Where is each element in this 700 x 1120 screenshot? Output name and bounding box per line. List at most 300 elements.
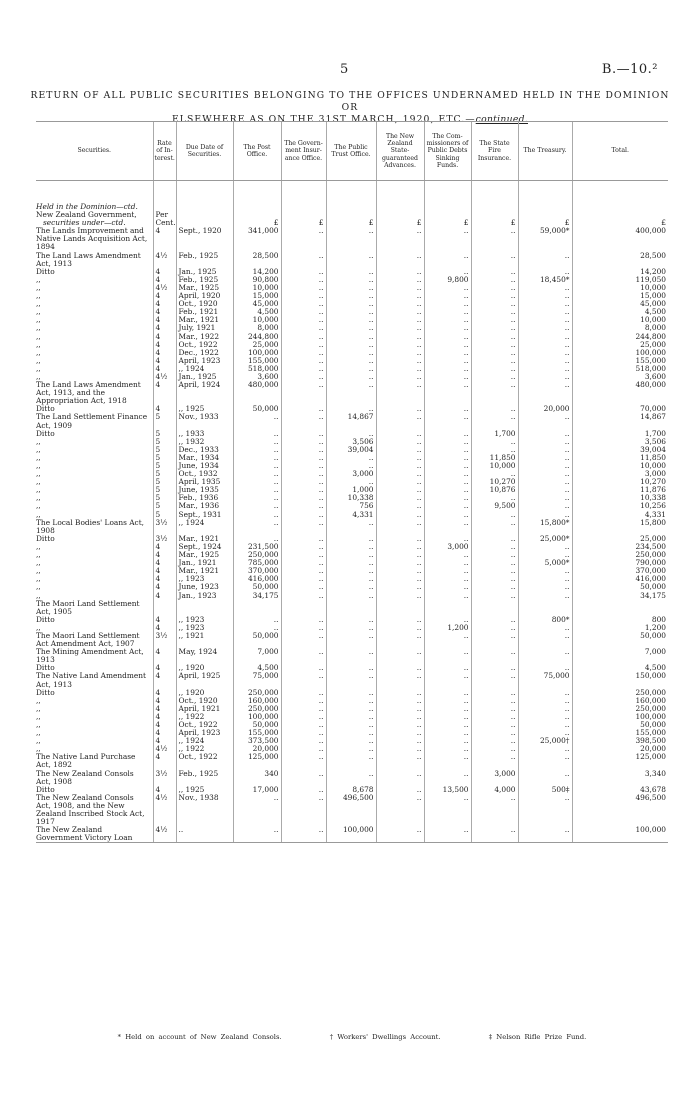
cell-rate: 5	[153, 446, 176, 454]
cell-post-office: 160,000	[233, 697, 281, 705]
cell-state-fire: ..	[471, 470, 518, 478]
cell-treasury: ..	[518, 478, 572, 486]
security-name: ,,	[36, 486, 41, 495]
cell-state-advances: ..	[376, 381, 424, 405]
cell-sinking-funds: ..	[424, 494, 471, 502]
cell-rate: 4	[153, 786, 176, 794]
cell-government-insurance: ..	[281, 341, 326, 349]
security-name: securities under—ctd.	[43, 219, 126, 228]
cell-rate: 5	[153, 438, 176, 446]
cell-rate: 5	[153, 430, 176, 438]
table-row	[36, 486, 668, 494]
cell-state-fire: ..	[471, 632, 518, 648]
cell-securities	[36, 697, 153, 705]
cell-sinking-funds	[424, 203, 471, 211]
cell-post-office: ..	[233, 794, 281, 826]
cell-securities	[36, 519, 153, 535]
security-name: ,,	[36, 542, 41, 551]
cell-sinking-funds: ..	[424, 689, 471, 697]
cell-post-office: 340	[233, 770, 281, 786]
cell-rate: 5	[153, 478, 176, 486]
cell-rate: 4½	[153, 794, 176, 826]
cell-government-insurance: ..	[281, 227, 326, 251]
cell-post-office: 10,000	[233, 316, 281, 324]
cell-sinking-funds: ..	[424, 794, 471, 826]
cell-treasury: ..	[518, 721, 572, 729]
security-name: Ditto	[36, 267, 55, 276]
cell-rate: 4	[153, 648, 176, 664]
cell-sinking-funds: ..	[424, 745, 471, 753]
cell-due-date: ,, 1923	[176, 575, 233, 583]
cell-total: 155,000	[572, 729, 668, 737]
cell-due-date: April, 1925	[176, 672, 233, 688]
security-name: ,,	[36, 292, 41, 301]
cell-securities	[36, 672, 153, 688]
cell-state-advances: ..	[376, 494, 424, 502]
cell-public-trust: ..	[326, 333, 376, 341]
cell-sinking-funds: ..	[424, 413, 471, 429]
cell-total: 3,340	[572, 770, 668, 786]
cell-public-trust: ..	[326, 551, 376, 559]
cell-state-fire: ..	[471, 268, 518, 276]
cell-treasury: ..	[518, 624, 572, 632]
cell-securities	[36, 543, 153, 551]
cell-state-advances: ..	[376, 770, 424, 786]
cell-post-office: ..	[233, 446, 281, 454]
cell-public-trust: ..	[326, 648, 376, 664]
cell-sinking-funds: ..	[424, 697, 471, 705]
table-row	[36, 211, 668, 219]
table-row	[36, 535, 668, 543]
cell-due-date: April, 1921	[176, 705, 233, 713]
cell-sinking-funds: ..	[424, 575, 471, 583]
cell-public-trust: ..	[326, 357, 376, 365]
cell-post-office: 155,000	[233, 729, 281, 737]
cell-total: 125,000	[572, 753, 668, 769]
cell-treasury: 500‡	[518, 786, 572, 794]
cell-government-insurance: £	[281, 219, 326, 227]
cell-state-advances: ..	[376, 486, 424, 494]
cell-due-date: June, 1923	[176, 583, 233, 591]
cell-rate: 4	[153, 381, 176, 405]
cell-rate: 4	[153, 308, 176, 316]
cell-treasury: ..	[518, 592, 572, 600]
table-row	[36, 470, 668, 478]
cell-state-advances	[376, 600, 424, 616]
cell-due-date: Dec., 1922	[176, 349, 233, 357]
cell-securities	[36, 794, 153, 826]
cell-sinking-funds: ..	[424, 454, 471, 462]
cell-securities	[36, 826, 153, 843]
cell-government-insurance: ..	[281, 300, 326, 308]
cell-securities	[36, 600, 153, 616]
cell-total: 20,000	[572, 745, 668, 753]
cell-total: 25,000	[572, 535, 668, 543]
cell-rate: 5	[153, 413, 176, 429]
cell-state-fire: ..	[471, 737, 518, 745]
cell-state-fire: 10,000	[471, 462, 518, 470]
cell-state-advances: ..	[376, 826, 424, 843]
cell-state-fire: £	[471, 219, 518, 227]
cell-due-date	[176, 203, 233, 211]
cell-state-advances: ..	[376, 365, 424, 373]
cell-treasury: ..	[518, 794, 572, 826]
cell-post-office: ..	[233, 519, 281, 535]
cell-post-office: ..	[233, 535, 281, 543]
cell-total: 14,200	[572, 268, 668, 276]
cell-state-fire: ..	[471, 292, 518, 300]
cell-due-date: Mar., 1925	[176, 284, 233, 292]
cell-state-fire: ..	[471, 575, 518, 583]
cell-post-office: 416,000	[233, 575, 281, 583]
title-line-1: RETURN OF ALL PUBLIC SECURITIES BELONGING TO THE OFFICES UNDERNAMED HELD IN THE DOMINION OR	[30, 90, 670, 113]
cell-public-trust: ..	[326, 567, 376, 575]
cell-securities	[36, 268, 153, 276]
cell-post-office: 8,000	[233, 324, 281, 332]
security-name: The New Zealand Consols Act, 1908	[36, 769, 134, 786]
cell-treasury: 5,000*	[518, 559, 572, 567]
table-row	[36, 616, 668, 624]
cell-public-trust: ..	[326, 689, 376, 697]
security-name: ,,	[36, 308, 41, 317]
cell-rate: 4	[153, 227, 176, 251]
cell-government-insurance: ..	[281, 511, 326, 519]
cell-state-fire: 11,850	[471, 454, 518, 462]
cell-total: 50,000	[572, 632, 668, 648]
cell-securities	[36, 381, 153, 405]
footnote-workers-dwellings: † Workers' Dwellings Account.	[329, 1033, 441, 1041]
cell-public-trust: ..	[326, 721, 376, 729]
cell-total: 250,000	[572, 689, 668, 697]
cell-post-office: 370,000	[233, 567, 281, 575]
cell-sinking-funds: ..	[424, 705, 471, 713]
cell-state-fire: ..	[471, 252, 518, 268]
cell-public-trust: ..	[326, 405, 376, 413]
cell-rate: 5	[153, 494, 176, 502]
cell-state-fire: 9,500	[471, 502, 518, 510]
cell-rate: 4	[153, 672, 176, 688]
cell-rate: 4	[153, 365, 176, 373]
cell-treasury: ..	[518, 745, 572, 753]
cell-state-advances: ..	[376, 753, 424, 769]
cell-government-insurance: ..	[281, 826, 326, 843]
table-row	[36, 753, 668, 769]
cell-total: 370,000	[572, 567, 668, 575]
cell-government-insurance: ..	[281, 697, 326, 705]
cell-state-fire: ..	[471, 341, 518, 349]
cell-government-insurance	[281, 211, 326, 219]
table-row	[36, 219, 668, 227]
cell-due-date: Jan., 1925	[176, 373, 233, 381]
cell-due-date: Feb., 1925	[176, 276, 233, 284]
page-number: 5	[340, 62, 349, 77]
table-row	[36, 333, 668, 341]
cell-public-trust: £	[326, 219, 376, 227]
cell-post-office: 373,500	[233, 737, 281, 745]
cell-treasury: 20,000	[518, 405, 572, 413]
cell-securities	[36, 632, 153, 648]
cell-public-trust: ..	[326, 632, 376, 648]
cell-state-advances: ..	[376, 252, 424, 268]
cell-securities	[36, 664, 153, 672]
cell-total: 45,000	[572, 300, 668, 308]
table-row	[36, 276, 668, 284]
cell-securities	[36, 462, 153, 470]
cell-public-trust: ..	[326, 349, 376, 357]
cell-due-date: Mar., 1925	[176, 551, 233, 559]
cell-state-advances: ..	[376, 333, 424, 341]
table-row	[36, 567, 668, 575]
cell-rate: 4½	[153, 826, 176, 843]
security-name: ,,	[36, 704, 41, 713]
cell-due-date: Oct., 1922	[176, 721, 233, 729]
cell-due-date: June, 1934	[176, 462, 233, 470]
cell-state-fire: ..	[471, 227, 518, 251]
cell-state-advances: ..	[376, 737, 424, 745]
table-row	[36, 268, 668, 276]
cell-government-insurance: ..	[281, 430, 326, 438]
cell-state-fire: ..	[471, 300, 518, 308]
cell-public-trust: ..	[326, 729, 376, 737]
cell-state-fire: ..	[471, 316, 518, 324]
cell-sinking-funds: ..	[424, 470, 471, 478]
cell-due-date: Nov., 1933	[176, 413, 233, 429]
cell-rate	[153, 600, 176, 616]
cell-rate: 4	[153, 575, 176, 583]
cell-public-trust: 8,678	[326, 786, 376, 794]
cell-state-fire: ..	[471, 308, 518, 316]
cell-state-fire	[471, 600, 518, 616]
cell-securities	[36, 705, 153, 713]
col-post-office: The Post Office.	[233, 122, 281, 181]
table-row	[36, 494, 668, 502]
cell-due-date: ,, 1925	[176, 405, 233, 413]
cell-post-office: ..	[233, 462, 281, 470]
cell-post-office: 3,600	[233, 373, 281, 381]
cell-state-advances: ..	[376, 689, 424, 697]
cell-sinking-funds: ..	[424, 502, 471, 510]
cell-rate: 4½	[153, 745, 176, 753]
cell-government-insurance: ..	[281, 753, 326, 769]
col-total: Total.	[572, 122, 668, 181]
cell-due-date: ,, 1923	[176, 616, 233, 624]
cell-state-advances: ..	[376, 535, 424, 543]
cell-state-advances: ..	[376, 462, 424, 470]
cell-state-fire: ..	[471, 616, 518, 624]
security-name: ,,	[36, 283, 41, 292]
cell-state-fire: ..	[471, 543, 518, 551]
cell-public-trust: ..	[326, 373, 376, 381]
cell-total: 234,500	[572, 543, 668, 551]
cell-public-trust: 756	[326, 502, 376, 510]
cell-rate: 4	[153, 292, 176, 300]
table-row	[36, 689, 668, 697]
cell-treasury: ..	[518, 470, 572, 478]
cell-post-office: 15,000	[233, 292, 281, 300]
cell-due-date: Nov., 1938	[176, 794, 233, 826]
cell-government-insurance: ..	[281, 316, 326, 324]
security-name: ,,	[36, 721, 41, 729]
cell-state-fire: ..	[471, 511, 518, 519]
cell-securities	[36, 405, 153, 413]
security-name: ,,	[36, 712, 41, 721]
table-row	[36, 575, 668, 583]
security-name: Ditto	[36, 785, 55, 794]
cell-sinking-funds: ..	[424, 292, 471, 300]
cell-sinking-funds: ..	[424, 592, 471, 600]
cell-treasury: ..	[518, 381, 572, 405]
cell-sinking-funds: ..	[424, 478, 471, 486]
cell-rate: 4	[153, 357, 176, 365]
cell-government-insurance: ..	[281, 543, 326, 551]
cell-due-date: July, 1921	[176, 324, 233, 332]
cell-state-fire: ..	[471, 689, 518, 697]
cell-public-trust: ..	[326, 745, 376, 753]
cell-due-date: Mar., 1922	[176, 333, 233, 341]
table-row	[36, 697, 668, 705]
security-name: ,,	[36, 437, 41, 446]
table-row	[36, 227, 668, 251]
cell-post-office: 518,000	[233, 365, 281, 373]
cell-government-insurance: ..	[281, 502, 326, 510]
cell-sinking-funds: ..	[424, 511, 471, 519]
cell-state-fire: ..	[471, 745, 518, 753]
cell-total: 518,000	[572, 365, 668, 373]
cell-post-office: ..	[233, 502, 281, 510]
cell-rate: 4½	[153, 252, 176, 268]
cell-due-date: Mar., 1934	[176, 454, 233, 462]
cell-post-office: 250,000	[233, 689, 281, 697]
cell-treasury: ..	[518, 454, 572, 462]
table-body	[36, 181, 668, 843]
cell-total	[572, 203, 668, 211]
cell-public-trust: ..	[326, 300, 376, 308]
security-name: The Native Land Purchase Act, 1892	[36, 753, 136, 770]
cell-rate: 4	[153, 276, 176, 284]
cell-sinking-funds: ..	[424, 405, 471, 413]
cell-state-advances: ..	[376, 583, 424, 591]
cell-due-date: ,, 1923	[176, 624, 233, 632]
cell-treasury: ..	[518, 826, 572, 843]
cell-sinking-funds: 13,500	[424, 786, 471, 794]
cell-government-insurance: ..	[281, 470, 326, 478]
cell-total: 100,000	[572, 349, 668, 357]
cell-post-office: 50,000	[233, 721, 281, 729]
cell-government-insurance: ..	[281, 535, 326, 543]
cell-sinking-funds: ..	[424, 341, 471, 349]
cell-total: 10,000	[572, 316, 668, 324]
cell-government-insurance: ..	[281, 454, 326, 462]
cell-total: £	[572, 219, 668, 227]
cell-post-office: 4,500	[233, 664, 281, 672]
security-name: ,,	[36, 591, 41, 600]
cell-total: 10,270	[572, 478, 668, 486]
cell-total: 70,000	[572, 405, 668, 413]
cell-securities	[36, 745, 153, 753]
cell-due-date: Feb., 1925	[176, 252, 233, 268]
cell-state-advances: ..	[376, 268, 424, 276]
cell-total: 790,000	[572, 559, 668, 567]
cell-due-date: Oct., 1920	[176, 300, 233, 308]
cell-sinking-funds: ..	[424, 381, 471, 405]
cell-total: 800	[572, 616, 668, 624]
cell-government-insurance: ..	[281, 551, 326, 559]
cell-state-fire: ..	[471, 592, 518, 600]
cell-post-office: 25,000	[233, 341, 281, 349]
cell-state-fire	[471, 203, 518, 211]
security-name: ,,	[36, 332, 41, 341]
cell-state-advances: ..	[376, 559, 424, 567]
cell-public-trust: ..	[326, 284, 376, 292]
cell-public-trust: ..	[326, 713, 376, 721]
cell-securities	[36, 559, 153, 567]
security-name: ,,	[36, 316, 41, 325]
cell-government-insurance: ..	[281, 381, 326, 405]
cell-rate: 4	[153, 592, 176, 600]
cell-government-insurance: ..	[281, 713, 326, 721]
cell-post-office: ..	[233, 470, 281, 478]
cell-total: 3,600	[572, 373, 668, 381]
table-row	[36, 349, 668, 357]
cell-total: 400,000	[572, 227, 668, 251]
table-row	[36, 308, 668, 316]
cell-rate: 4	[153, 559, 176, 567]
cell-sinking-funds: ..	[424, 672, 471, 688]
cell-due-date: April, 1923	[176, 357, 233, 365]
cell-securities	[36, 583, 153, 591]
cell-state-advances: £	[376, 219, 424, 227]
security-name: The Land Laws Amendment Act, 1913, and the Appropriation Act, 1918	[36, 381, 141, 406]
security-name: ,,	[36, 300, 41, 309]
cell-public-trust: ..	[326, 543, 376, 551]
cell-due-date: ,, 1922	[176, 713, 233, 721]
cell-treasury: ..	[518, 438, 572, 446]
cell-total: 7,000	[572, 648, 668, 664]
cell-treasury: ..	[518, 511, 572, 519]
cell-due-date: Oct., 1922	[176, 753, 233, 769]
cell-securities	[36, 624, 153, 632]
cell-state-fire: ..	[471, 648, 518, 664]
cell-rate: 4	[153, 737, 176, 745]
cell-post-office: 50,000	[233, 632, 281, 648]
cell-government-insurance: ..	[281, 494, 326, 502]
cell-sinking-funds: ..	[424, 567, 471, 575]
cell-sinking-funds: ..	[424, 632, 471, 648]
cell-post-office: 50,000	[233, 405, 281, 413]
cell-state-advances: ..	[376, 729, 424, 737]
title-line-2: ELSEWHERE AS ON THE 31ST MARCH, 1920, ETC.—	[172, 114, 476, 125]
cell-state-fire: 10,876	[471, 486, 518, 494]
cell-post-office: 75,000	[233, 672, 281, 688]
table-row	[36, 559, 668, 567]
cell-government-insurance: ..	[281, 575, 326, 583]
cell-total: 50,000	[572, 583, 668, 591]
table-row	[36, 745, 668, 753]
col-sinking-funds: The Com-missioners of Public Debts Sinking Funds.	[424, 122, 471, 181]
cell-rate: 4	[153, 689, 176, 697]
cell-treasury: ..	[518, 349, 572, 357]
cell-total: 4,500	[572, 664, 668, 672]
cell-sinking-funds: 3,000	[424, 543, 471, 551]
cell-treasury: 18,450*	[518, 276, 572, 284]
cell-due-date: Sept., 1920	[176, 227, 233, 251]
cell-securities	[36, 689, 153, 697]
cell-government-insurance: ..	[281, 729, 326, 737]
cell-post-office: 45,000	[233, 300, 281, 308]
table-row	[36, 292, 668, 300]
cell-securities	[36, 721, 153, 729]
cell-due-date: ..	[176, 826, 233, 843]
